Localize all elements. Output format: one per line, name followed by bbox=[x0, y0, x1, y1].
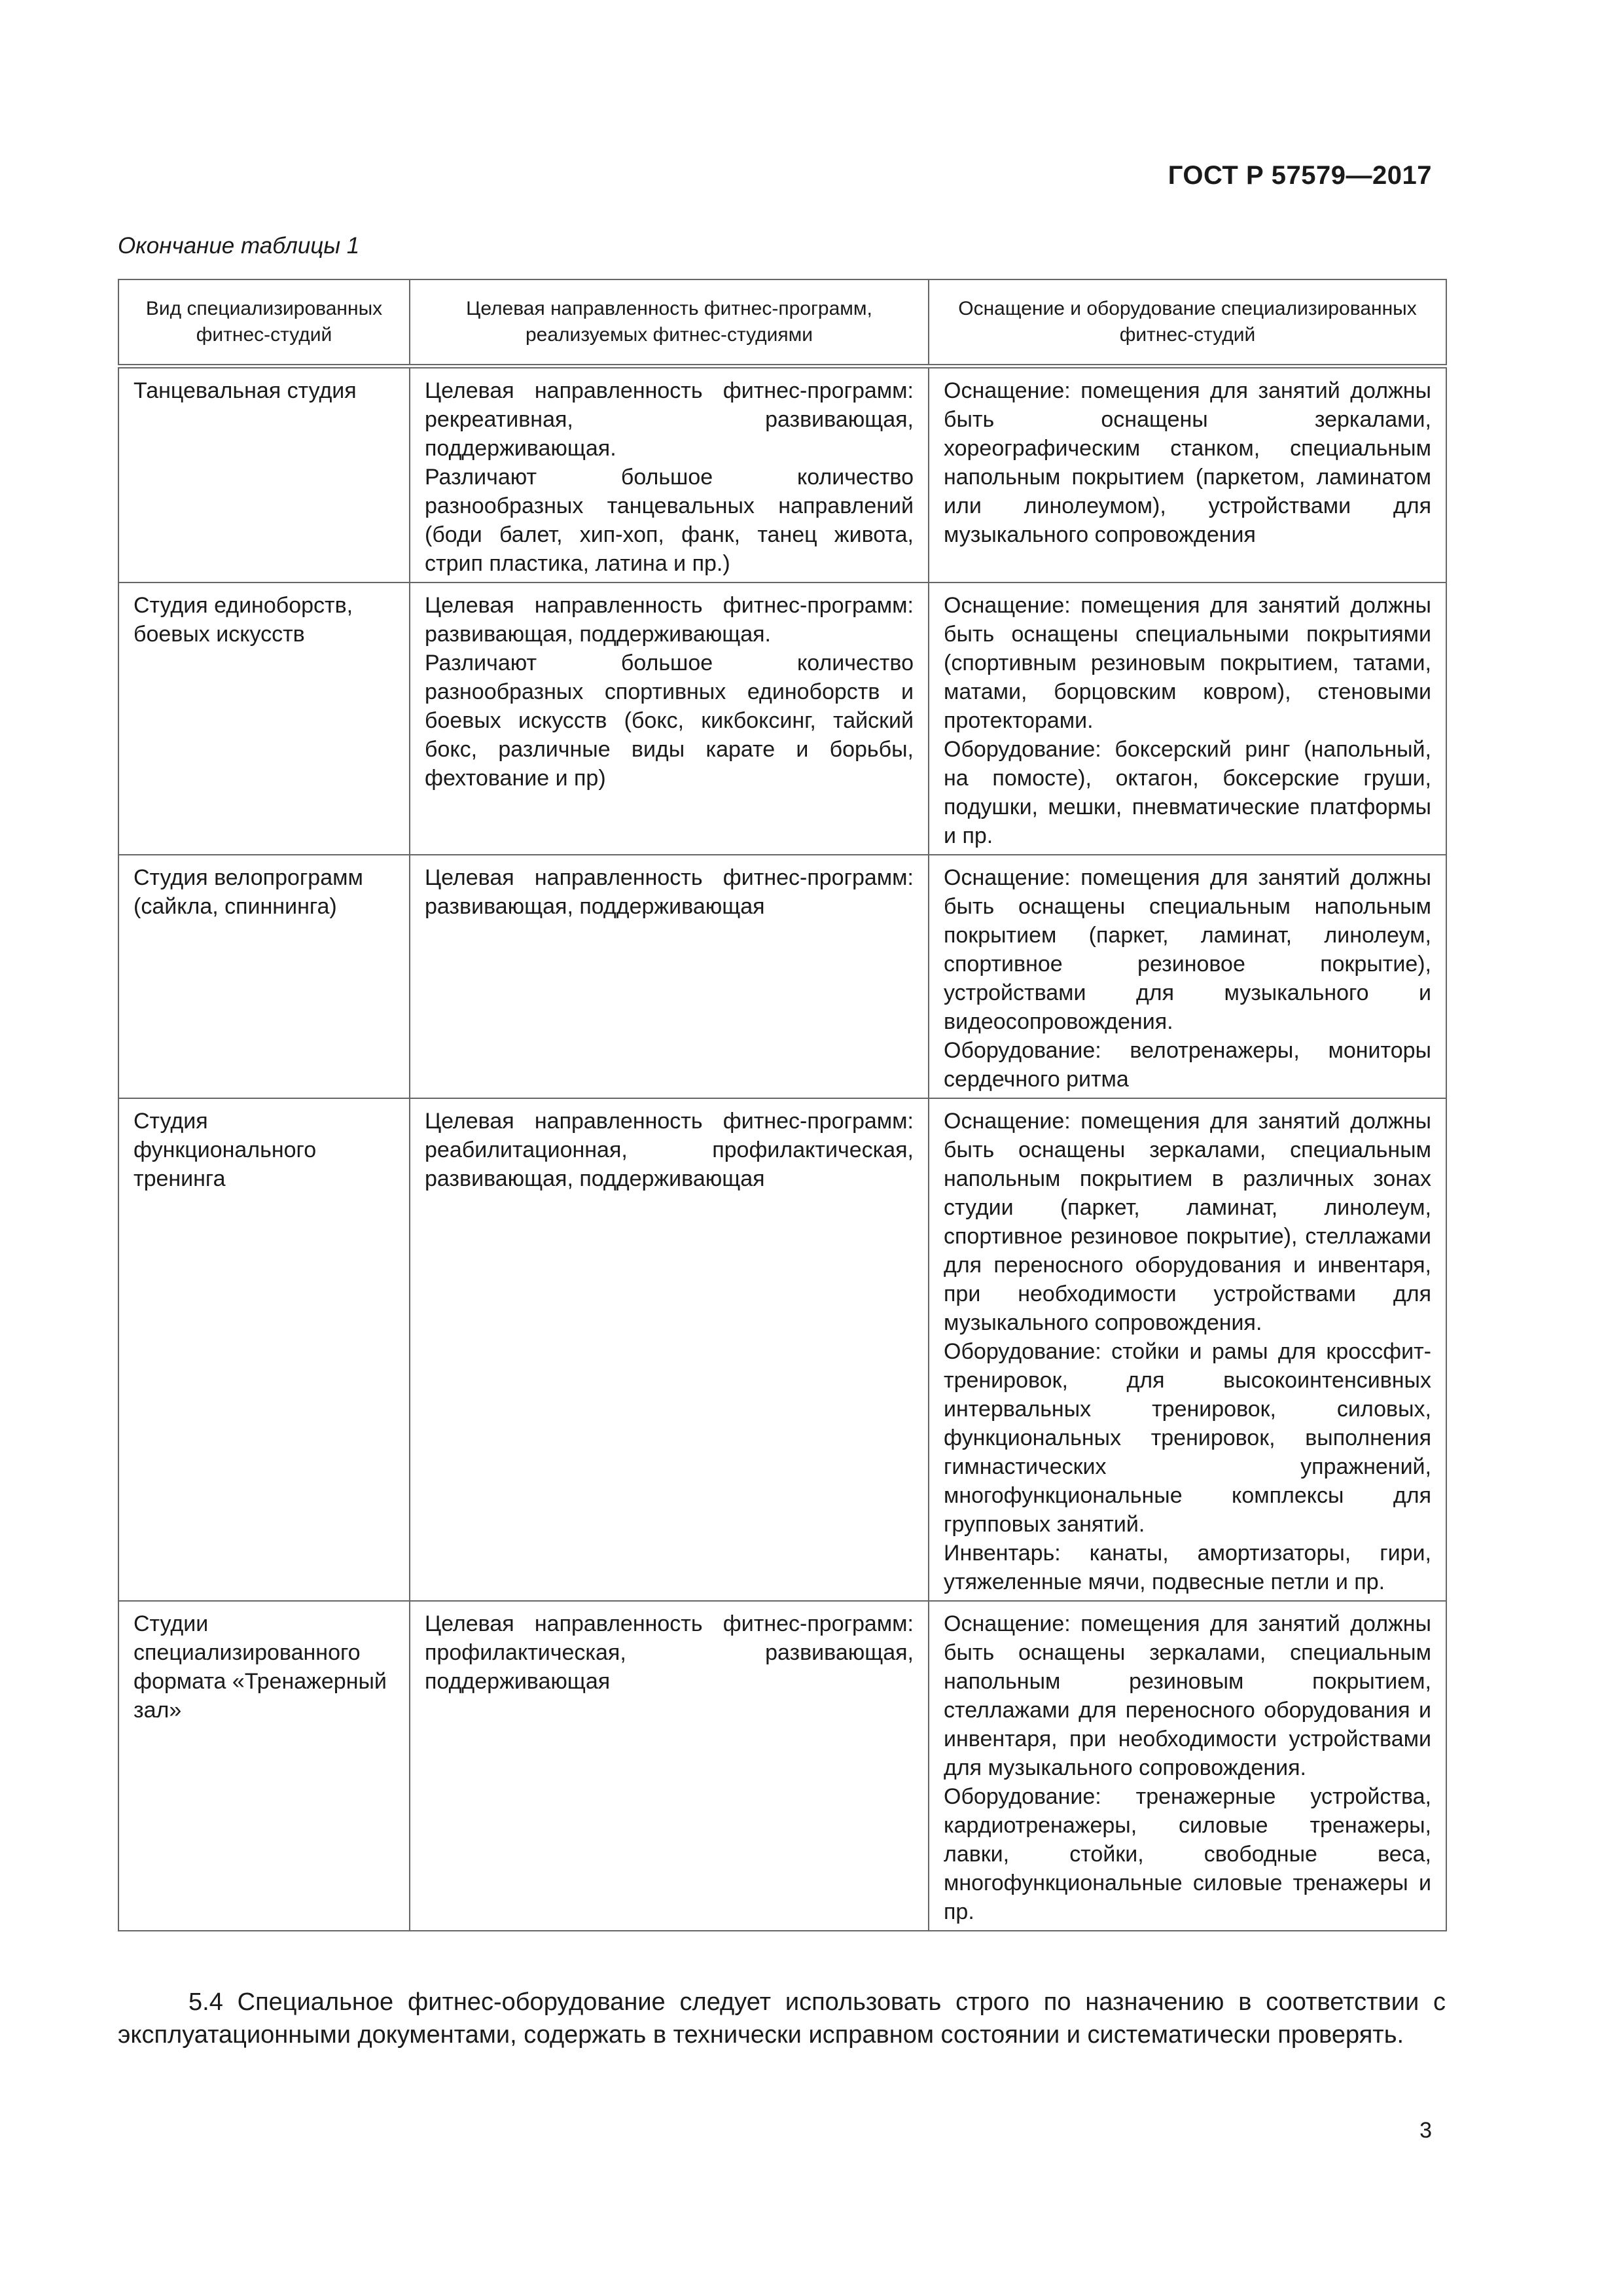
equipment-paragraph: Оборудование: боксерский ринг (напольный, на помосте), октагон, боксерские груши, подушки, мешки, пневматические платформы и пр. bbox=[944, 737, 1431, 848]
table-row bbox=[118, 367, 1446, 583]
equipment-cell bbox=[929, 1601, 1446, 1931]
equipment-paragraph: Оборудование: стойки и рамы для кроссфит-тренировок, для высокоинтенсивных интервальных тренировок, силовых, функциональных тренировок, выполнения гимнастических упражнений, многофункциональные комплексы для групповых занятий. bbox=[944, 1339, 1431, 1537]
focus-paragraph: Целевая направленность фитнес-программ: развивающая, поддерживающая. bbox=[425, 593, 914, 647]
focus-paragraph: Целевая направленность фитнес-программ: рекреативная, развивающая, поддерживающая. bbox=[425, 378, 914, 461]
clause-5-4-paragraph: 5.4 Специальное фитнес-оборудование следует использовать строго по назначению в соответствии с эксплуатационными документами, содержать в технически исправном состоянии и систематически проверять. bbox=[118, 1988, 1446, 2049]
fitness-studios-table bbox=[118, 279, 1447, 1931]
focus-paragraph: Различают большое количество разнообразных спортивных единоборств и боевых искусств (бокс, кикбоксинг, тайский бокс, различные виды карате и борьбы, фехтование и пр) bbox=[425, 651, 914, 791]
column-header-studio-type: Вид специализированных фитнес-студий bbox=[118, 279, 410, 367]
table-caption: Окончание таблицы 1 bbox=[118, 233, 360, 259]
page-number: 3 bbox=[1419, 2118, 1432, 2143]
equipment-paragraph: Оснащение: помещения для занятий должны быть оснащены зеркалами, специальным напольным резиновым покрытием, стеллажами для переносного оборудования и инвентаря, при необходимости устройствами для музыкального сопровождения. bbox=[944, 1611, 1431, 1780]
equipment-cell bbox=[929, 855, 1446, 1098]
equipment-paragraph: Оборудование: велотренажеры, мониторы сердечного ритма bbox=[944, 1038, 1431, 1092]
program-focus-cell bbox=[410, 583, 929, 855]
document-code: ГОСТ Р 57579—2017 bbox=[1168, 161, 1432, 190]
program-focus-cell bbox=[410, 367, 929, 583]
column-header-equipment: Оснащение и оборудование специализированных фитнес-студий bbox=[929, 279, 1446, 367]
program-focus-cell bbox=[410, 855, 929, 1098]
studio-type-cell: Студия функционального тренинга bbox=[118, 1098, 410, 1601]
table-row bbox=[118, 583, 1446, 855]
equipment-paragraph: Оснащение: помещения для занятий должны быть оснащены зеркалами, хореографическим станком, специальным напольным покрытием (паркетом, ламинатом или линолеумом), устройствами для музыкального сопровождения bbox=[944, 378, 1431, 547]
equipment-paragraph: Оснащение: помещения для занятий должны быть оснащены специальным напольным покрытием (паркет, ламинат, линолеум, спортивное резиновое покрытие), устройствами для музыкального и видеосопровождения. bbox=[944, 865, 1431, 1034]
table-row bbox=[118, 1098, 1446, 1601]
studio-type-cell: Студия велопрограмм (сайкла, спиннинга) bbox=[118, 855, 410, 1098]
equipment-paragraph: Оснащение: помещения для занятий должны быть оснащены зеркалами, специальным напольным покрытием в различных зонах студии (паркет, ламинат, линолеум, спортивное резиновое покрытие), стеллажами для переносного оборудования и инвентаря, при необходимости устройствами для музыкального сопровождения. bbox=[944, 1109, 1431, 1335]
table-row bbox=[118, 1601, 1446, 1931]
table-row bbox=[118, 855, 1446, 1098]
equipment-cell bbox=[929, 1098, 1446, 1601]
focus-paragraph: Целевая направленность фитнес-программ: профилактическая, развивающая, поддерживающая bbox=[425, 1611, 914, 1694]
equipment-cell bbox=[929, 367, 1446, 583]
table-header-row bbox=[118, 279, 1446, 367]
equipment-paragraph: Инвентарь: канаты, амортизаторы, гири, утяжеленные мячи, подвесные петли и пр. bbox=[944, 1541, 1431, 1594]
program-focus-cell bbox=[410, 1098, 929, 1601]
equipment-cell bbox=[929, 583, 1446, 855]
focus-paragraph: Целевая направленность фитнес-программ: развивающая, поддерживающая bbox=[425, 865, 914, 919]
focus-paragraph: Различают большое количество разнообразных танцевальных направлений (боди балет, хип-хоп, фанк, танец живота, стрип пластика, латина и пр.) bbox=[425, 465, 914, 576]
studio-type-cell: Студии специализированного формата «Тренажерный зал» bbox=[118, 1601, 410, 1931]
equipment-paragraph: Оборудование: тренажерные устройства, кардиотренажеры, силовые тренажеры, лавки, стойки, свободные веса, многофункциональные силовые тренажеры и пр. bbox=[944, 1784, 1431, 1924]
program-focus-cell bbox=[410, 1601, 929, 1931]
column-header-program-focus: Целевая направленность фитнес-программ, реализуемых фитнес-студиями bbox=[410, 279, 929, 367]
studio-type-cell: Студия единоборств, боевых искусств bbox=[118, 583, 410, 855]
focus-paragraph: Целевая направленность фитнес-программ: реабилитационная, профилактическая, развивающая, поддерживающая bbox=[425, 1109, 914, 1191]
studio-type-cell: Танцевальная студия bbox=[118, 367, 410, 583]
equipment-paragraph: Оснащение: помещения для занятий должны быть оснащены специальными покрытиями (спортивным резиновым покрытием, татами, матами, борцовским ковром), стеновыми протекторами. bbox=[944, 593, 1431, 733]
